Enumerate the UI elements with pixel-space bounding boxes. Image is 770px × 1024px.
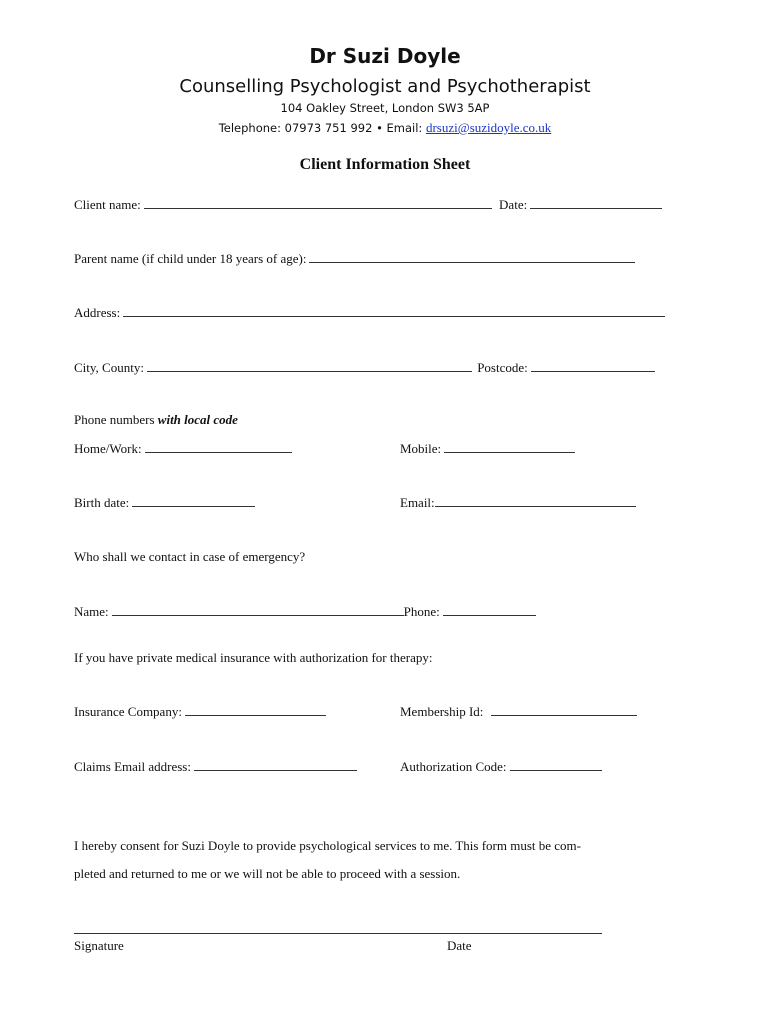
insurance-company-label: Insurance Company:	[74, 704, 182, 719]
mobile-field[interactable]	[444, 440, 575, 453]
practice-address: 104 Oakley Street, London SW3 5AP	[280, 101, 490, 115]
doctor-name: Dr Suzi Doyle	[309, 44, 461, 68]
birth-date-row	[74, 494, 255, 511]
city-county-label: City, County:	[74, 360, 144, 375]
contact-line	[0, 120, 770, 136]
mobile-row	[400, 440, 575, 457]
form-heading: Client Information Sheet	[299, 156, 471, 173]
phone-numbers-heading	[74, 412, 238, 428]
emergency-phone-label: Phone:	[403, 604, 440, 619]
phone-numbers-label: Phone numbers	[74, 412, 158, 427]
postcode-label: Postcode:	[477, 360, 528, 375]
client-name-row	[74, 196, 662, 213]
address-row	[74, 304, 665, 321]
consent-line-1: I hereby consent for Suzi Doyle to provide psychological services to me. This form must be com-	[74, 838, 581, 853]
authorization-code-row	[400, 758, 602, 775]
claims-email-label: Claims Email address:	[74, 759, 191, 774]
phone-numbers-emph: with local code	[157, 412, 238, 427]
insurance-company-row	[74, 703, 326, 720]
address-label: Address:	[74, 305, 121, 320]
mobile-label: Mobile:	[400, 441, 442, 456]
email-row	[400, 494, 636, 511]
authorization-code-field[interactable]	[510, 758, 602, 771]
email-label: Email:	[400, 495, 435, 510]
address-field[interactable]	[123, 304, 665, 317]
signature-line[interactable]	[74, 933, 602, 934]
client-name-field[interactable]	[144, 196, 492, 209]
emergency-phone-field[interactable]	[443, 603, 536, 616]
postcode-field[interactable]	[531, 359, 655, 372]
membership-id-row	[400, 703, 637, 720]
authorization-code-label: Authorization Code:	[400, 759, 507, 774]
client-name-label: Client name:	[74, 197, 141, 212]
emergency-row	[74, 603, 536, 620]
home-work-field[interactable]	[145, 440, 292, 453]
consent-line-2: pleted and returned to me or we will not be able to proceed with a session.	[74, 866, 461, 881]
parent-name-label: Parent name (if child under 18 years of age):	[74, 251, 307, 266]
contact-prefix: Telephone: 07973 751 992 • Email:	[218, 121, 426, 135]
email-link[interactable]: drsuzi@suzidoyle.co.uk	[425, 120, 552, 135]
parent-name-row	[74, 250, 635, 267]
insurance-intro: If you have private medical insurance with authorization for therapy:	[74, 650, 433, 665]
emergency-question: Who shall we contact in case of emergency?	[74, 549, 306, 564]
claims-email-row	[74, 758, 357, 775]
email-field[interactable]	[435, 494, 636, 507]
insurance-company-field[interactable]	[185, 703, 326, 716]
signature-date-label: Date	[447, 938, 472, 953]
doctor-title: Counselling Psychologist and Psychotherapist	[179, 76, 591, 97]
parent-name-field[interactable]	[309, 250, 635, 263]
membership-id-label: Membership Id:	[400, 704, 484, 719]
emergency-name-label: Name:	[74, 604, 109, 619]
city-row	[74, 359, 655, 376]
claims-email-field[interactable]	[194, 758, 357, 771]
city-county-field[interactable]	[147, 359, 472, 372]
home-work-label: Home/Work:	[74, 441, 142, 456]
birth-date-label: Birth date:	[74, 495, 130, 510]
date-label: Date:	[499, 197, 528, 212]
date-field[interactable]	[530, 196, 662, 209]
home-work-row	[74, 440, 292, 457]
signature-label: Signature	[74, 938, 124, 953]
membership-id-field[interactable]	[491, 703, 637, 716]
emergency-name-field[interactable]	[112, 603, 404, 616]
birth-date-field[interactable]	[132, 494, 255, 507]
